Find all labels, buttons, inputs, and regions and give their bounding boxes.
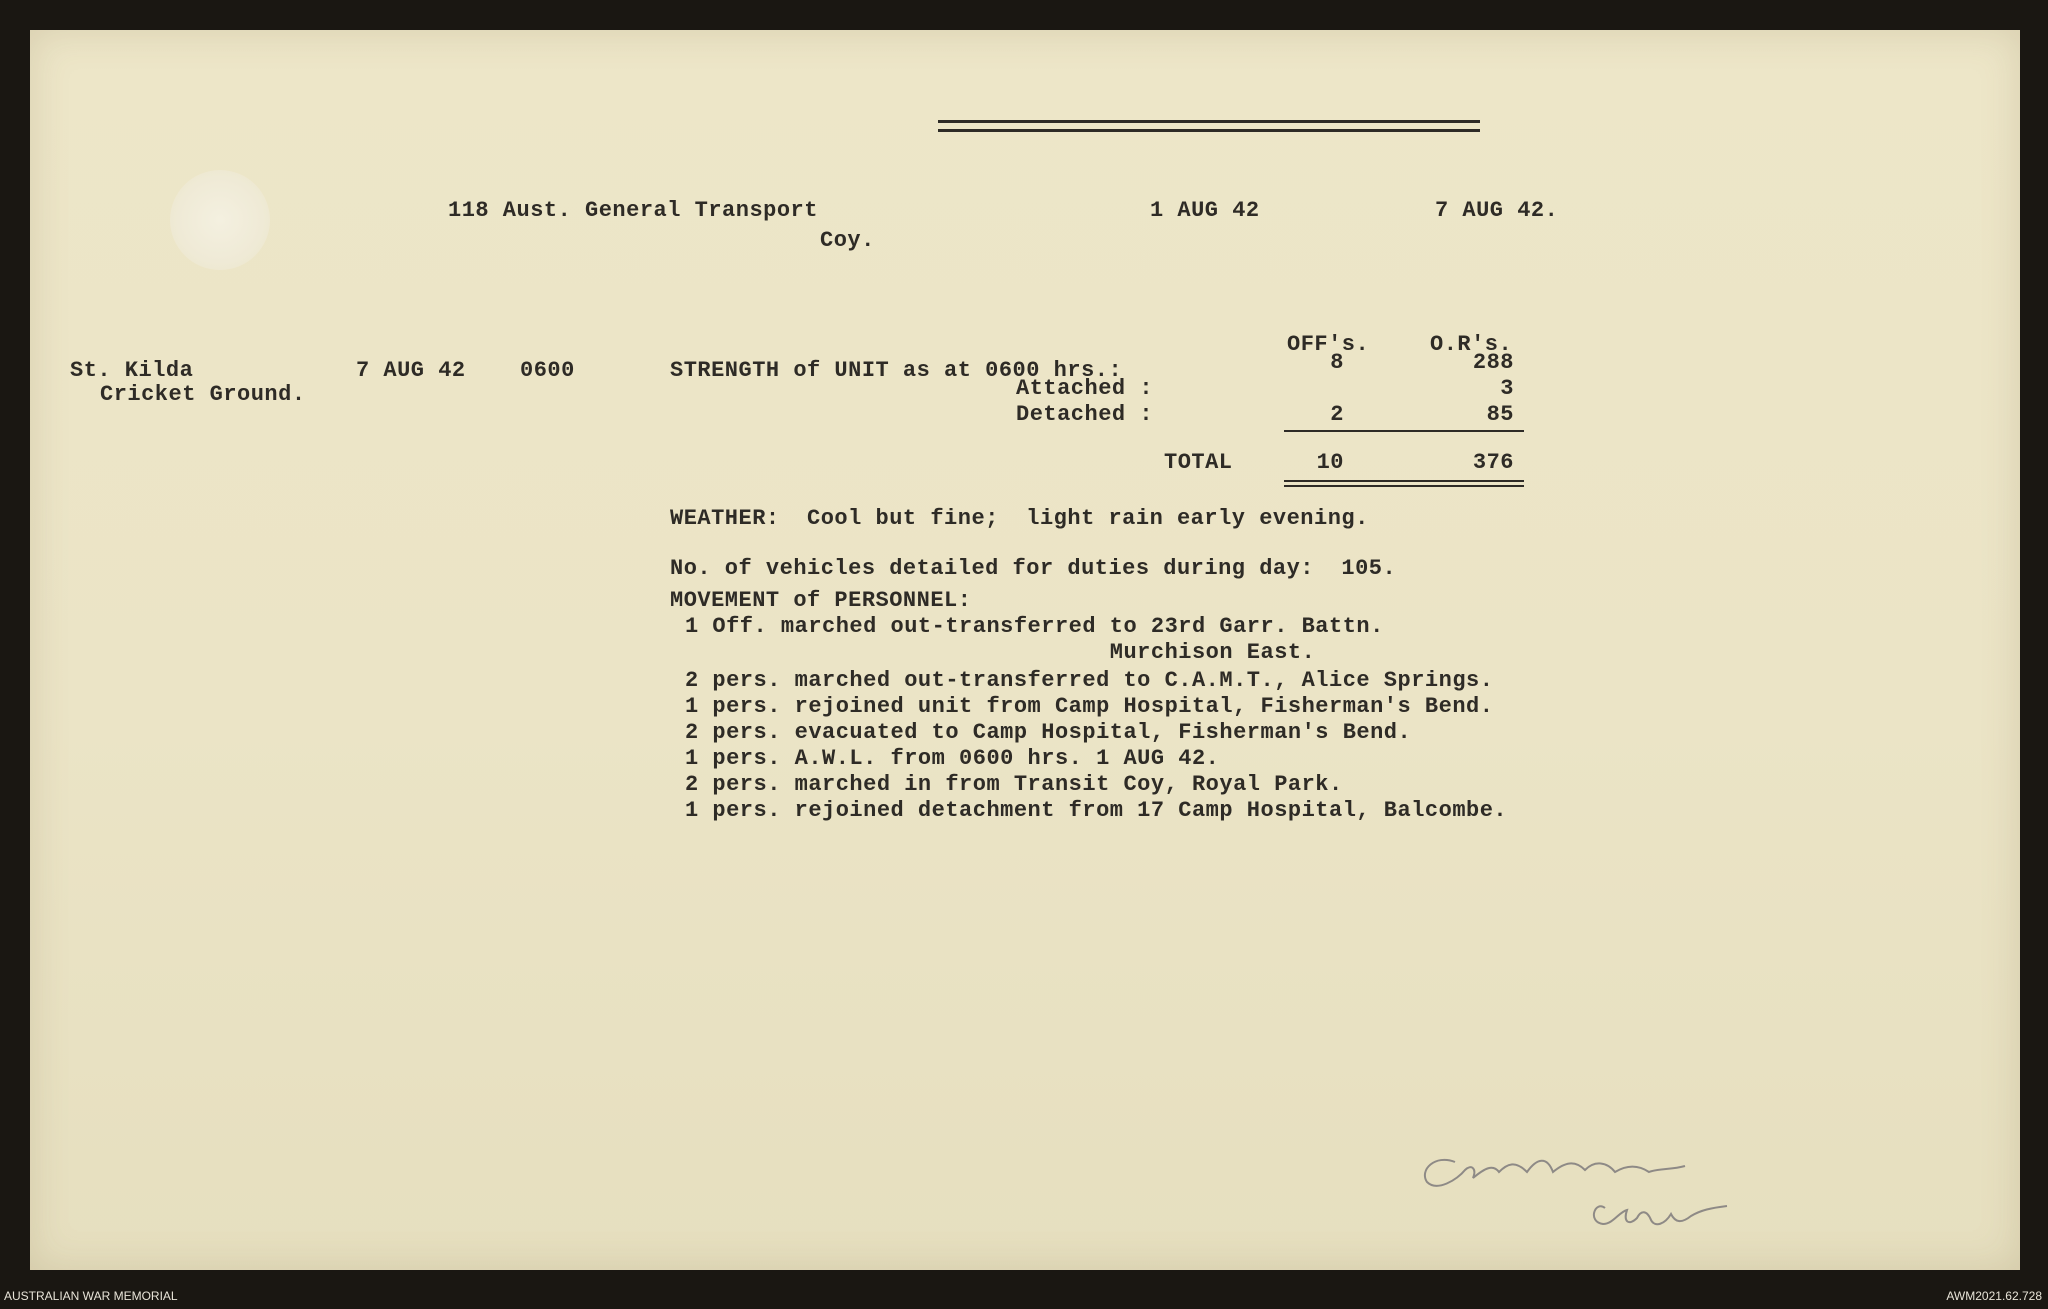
row-detached-ors: 85 bbox=[1486, 402, 1514, 427]
movement-line: 2 pers. marched in from Transit Coy, Royal Park. bbox=[685, 772, 1343, 797]
total-rule-bottom-2 bbox=[1284, 485, 1524, 487]
document-page bbox=[30, 30, 2020, 1270]
row-unit-offs: 8 bbox=[1330, 350, 1344, 375]
movement-line: 1 pers. rejoined unit from Camp Hospital, Fisherman's Bend. bbox=[685, 694, 1494, 719]
total-label: TOTAL bbox=[1164, 450, 1233, 475]
weather-line: WEATHER: Cool but fine; light rain early evening. bbox=[670, 506, 1369, 531]
handwritten-signature bbox=[1415, 1130, 1775, 1250]
movement-line: 1 Off. marched out-transferred to 23rd Garr. Battn. bbox=[685, 614, 1384, 639]
movement-line: 2 pers. evacuated to Camp Hospital, Fisherman's Bend. bbox=[685, 720, 1412, 745]
entry-date: 7 AUG 42 bbox=[356, 358, 466, 383]
entry-place: St. Kilda bbox=[70, 358, 194, 383]
total-rule-top bbox=[1284, 430, 1524, 432]
row-detached-label: Detached : bbox=[1016, 402, 1154, 427]
total-offs: 10 bbox=[1316, 450, 1344, 475]
entry-place-cont: Cricket Ground. bbox=[100, 382, 306, 407]
total-ors: 376 bbox=[1472, 450, 1514, 475]
top-double-rule-1 bbox=[938, 120, 1480, 123]
top-double-rule-2 bbox=[938, 129, 1480, 132]
period-end: 7 AUG 42. bbox=[1435, 198, 1559, 223]
unit-name: 118 Aust. General Transport bbox=[448, 198, 818, 223]
vehicles-line: No. of vehicles detailed for duties during day: 105. bbox=[670, 556, 1397, 581]
movement-line: 2 pers. marched out-transferred to C.A.M.T., Alice Springs. bbox=[685, 668, 1494, 693]
total-rule-bottom-1 bbox=[1284, 480, 1524, 482]
footer-archive-name: AUSTRALIAN WAR MEMORIAL bbox=[4, 1289, 178, 1303]
col-offs-header: OFF's. bbox=[1287, 332, 1370, 357]
period-start: 1 AUG 42 bbox=[1150, 198, 1260, 223]
movement-heading: MOVEMENT of PERSONNEL: bbox=[670, 588, 972, 613]
punch-hole bbox=[170, 170, 270, 270]
unit-name-cont: Coy. bbox=[820, 228, 875, 253]
footer-catalogue-number: AWM2021.62.728 bbox=[1946, 1289, 2042, 1303]
row-unit-ors: 288 bbox=[1472, 350, 1514, 375]
row-detached-offs: 2 bbox=[1330, 402, 1344, 427]
row-attached-ors: 3 bbox=[1500, 376, 1514, 401]
row-attached-label: Attached : bbox=[1016, 376, 1154, 401]
movement-line: 1 pers. A.W.L. from 0600 hrs. 1 AUG 42. bbox=[685, 746, 1220, 771]
strength-heading: STRENGTH of UNIT as at 0600 hrs.: bbox=[670, 358, 1123, 383]
col-ors-header: O.R's. bbox=[1430, 332, 1513, 357]
entry-time: 0600 bbox=[520, 358, 575, 383]
movement-line: Murchison East. bbox=[685, 640, 1316, 665]
movement-line: 1 pers. rejoined detachment from 17 Camp Hospital, Balcombe. bbox=[685, 798, 1508, 823]
